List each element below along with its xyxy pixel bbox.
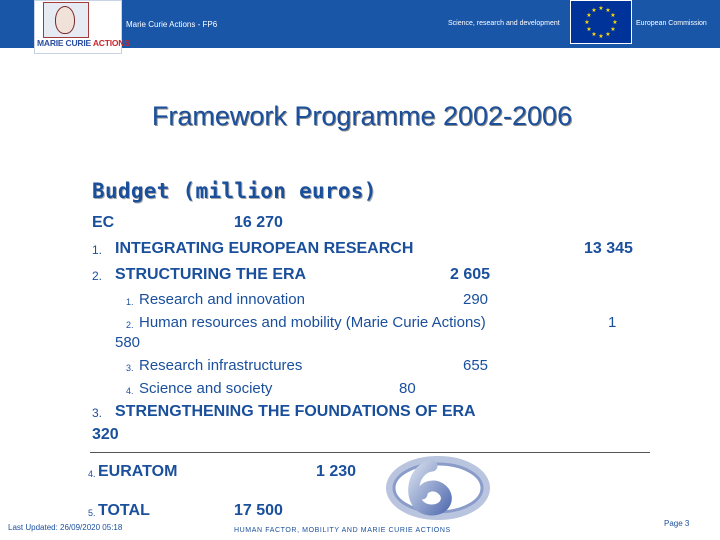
svg-text:★: ★ — [586, 12, 592, 19]
total-number: 5. — [88, 508, 96, 518]
sub-item-1-label: Research and innovation — [139, 291, 305, 308]
svg-text:★: ★ — [610, 12, 616, 19]
sub-item-2-label: Human resources and mobility (Marie Curie Actions) — [139, 314, 486, 331]
svg-text:★: ★ — [612, 19, 618, 26]
item-1-value: 13 345 — [584, 240, 633, 257]
sub-item-3-number: 3. — [126, 363, 134, 373]
svg-text:★: ★ — [584, 19, 590, 26]
footer-center-text: HUMAN FACTOR, MOBILITY AND MARIE CURIE ACTIONS — [234, 527, 451, 534]
header-right-text: European Commission — [636, 20, 707, 27]
logo-text-line-1: MARIE CURIE — [37, 38, 91, 48]
item-2-value: 2 605 — [450, 266, 491, 283]
item-3-value: 320 — [92, 426, 119, 443]
sub-item-4-value: 80 — [399, 380, 416, 397]
svg-text:★: ★ — [586, 26, 592, 33]
fp6-logo-graphic — [360, 448, 490, 524]
header-left-text: Marie Curie Actions - FP6 — [126, 20, 218, 29]
sub-item-1-number: 1. — [126, 297, 134, 307]
svg-text:★: ★ — [591, 31, 597, 38]
sub-item-2-value-b: 580 — [115, 334, 141, 351]
total-value: 17 500 — [234, 502, 283, 519]
sub-item-3-label: Research infrastructures — [139, 357, 303, 374]
item-2-label: STRUCTURING THE ERA — [115, 266, 307, 283]
sub-item-4-label: Science and society — [139, 380, 273, 397]
header-middle-text: Science, research and development — [448, 20, 560, 27]
sub-item-2-value-a: 1 — [608, 314, 617, 331]
logo-text — [37, 38, 130, 48]
svg-text:★: ★ — [598, 33, 604, 40]
total-label: TOTAL — [98, 502, 150, 519]
svg-text:★: ★ — [605, 7, 611, 14]
euratom-number: 4. — [88, 469, 96, 479]
item-2-number: 2. — [92, 269, 103, 283]
page-number: Page 3 — [664, 519, 690, 528]
footer-date: Last Updated: 26/09/2020 05:18 — [8, 523, 123, 532]
eu-stars-icon — [571, 1, 631, 43]
sub-item-1-value: 290 — [463, 291, 489, 308]
slide-subtitle: Budget (million euros) — [92, 179, 377, 203]
ec-value: 16 270 — [234, 214, 283, 231]
sub-item-2-number: 2. — [126, 320, 134, 330]
sub-item-4-number: 4. — [126, 386, 134, 396]
fp6-logo-icon — [360, 448, 490, 524]
eu-flag-icon — [570, 0, 632, 44]
euratom-value: 1 230 — [316, 463, 357, 480]
item-3-number: 3. — [92, 406, 103, 420]
svg-text:★: ★ — [610, 26, 616, 33]
item-1-label: INTEGRATING EUROPEAN RESEARCH — [115, 240, 414, 257]
portrait-icon — [55, 6, 75, 34]
svg-text:★: ★ — [598, 5, 604, 12]
euratom-label: EURATOM — [98, 463, 178, 480]
svg-text:★: ★ — [605, 31, 611, 38]
logo-text-line-2: ACTIONS — [92, 38, 130, 48]
ec-label: EC — [92, 214, 115, 231]
svg-text:★: ★ — [591, 7, 597, 14]
item-3-label: STRENGTHENING THE FOUNDATIONS OF ERA — [115, 403, 476, 420]
item-1-number: 1. — [92, 243, 103, 257]
slide-title: Framework Programme 2002-2006 — [151, 101, 573, 131]
sub-item-3-value: 655 — [463, 357, 489, 374]
